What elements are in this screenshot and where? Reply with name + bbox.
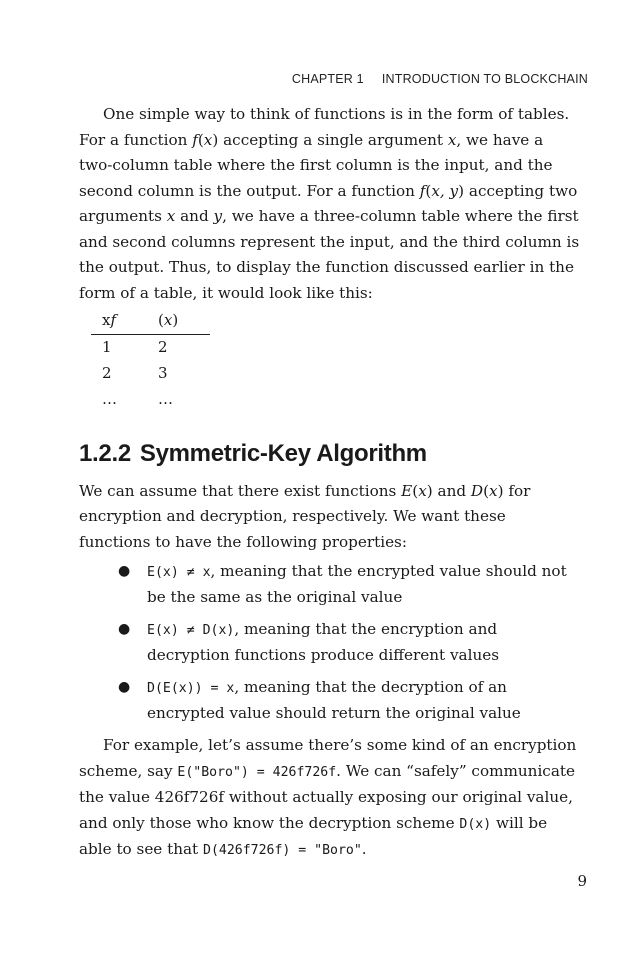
code-expression: E("Boro") = 426f726f (177, 764, 337, 780)
table-cell: … (102, 389, 117, 408)
section-heading (79, 439, 581, 469)
table-header-cell (158, 308, 210, 334)
chapter-title: INTRODUCTION TO BLOCKCHAIN (381, 72, 588, 86)
text-run: ( (483, 481, 490, 500)
list-item (79, 559, 581, 609)
text-run: ) accepting two arguments (79, 181, 578, 225)
table-header-row (91, 308, 210, 334)
paragraph-functions-tables (79, 102, 581, 306)
paragraph-assume-functions (79, 479, 581, 556)
table-cell: 2 (102, 363, 112, 382)
text-run: , we have a three-column table where the first and second columns represent the input, and the third column is the output. Thus, to display the function discussed earlier in the form of a table, it would look like this: (79, 207, 580, 302)
math-var: x (447, 130, 457, 149)
code-expression: E(x) ≠ D(x) (147, 623, 235, 638)
list-item (79, 617, 581, 667)
math-var: D (470, 481, 484, 500)
math-var: y (213, 207, 223, 225)
header-x: x (163, 311, 173, 329)
page-number: 9 (577, 872, 587, 890)
paragraph-example (79, 733, 581, 864)
list-item-text: , meaning that the decryption of an encrypted value should return the original value (147, 678, 521, 722)
table-header-cell (91, 308, 158, 334)
header-paren-open: ( (158, 311, 164, 329)
table-cell: … (158, 389, 173, 408)
list-item-text: , meaning that the encrypted value should not be the same as the original value (147, 562, 567, 606)
math-var: x (489, 481, 498, 500)
text-run: For example, let’s assume there’s some kind of an encryption scheme, say (79, 736, 577, 780)
text-run: ( (425, 181, 432, 200)
table-row (91, 387, 210, 413)
section-number: 1.2.2 (79, 439, 131, 467)
text-run: , we have a two-column table where the first column is the input, and the second column is the output. For a function (79, 130, 553, 200)
text-run: ( (412, 481, 419, 500)
section-title: Symmetric-Key Algorithm (139, 439, 427, 467)
code-expression: D(426f726f) = "Boro" (203, 843, 362, 858)
text-run: and (175, 207, 214, 225)
text-run: One simple way to think of functions is in the form of tables. For a function (79, 105, 570, 149)
bullet-icon: ● (118, 679, 131, 695)
code-expression: D(x) (459, 816, 492, 832)
text-run: . (361, 840, 367, 858)
code-expression: D(E(x)) = x (147, 681, 235, 696)
math-var: x, y (431, 181, 459, 200)
running-header (292, 72, 588, 86)
table-cell: 2 (158, 337, 168, 356)
math-var: x (166, 207, 176, 225)
math-var: x (418, 481, 427, 500)
text-run: ) accepting a single argument (212, 130, 448, 149)
header-paren-close: ) (172, 311, 179, 329)
table-cell: 1 (102, 337, 112, 356)
text-run: We can assume that there exist functions (79, 481, 402, 500)
function-table (91, 308, 210, 413)
table-row (91, 334, 210, 361)
bullet-icon: ● (118, 563, 131, 579)
bullet-icon: ● (118, 621, 131, 637)
code-expression: E(x) ≠ x (147, 565, 211, 580)
chapter-label: CHAPTER 1 (291, 72, 364, 86)
text-run: ) and (426, 481, 471, 500)
text-run: will be able to see that (79, 813, 548, 858)
math-var: f (419, 181, 426, 200)
math-var: E (401, 481, 413, 500)
math-var: x (203, 130, 213, 149)
list-item (79, 675, 581, 725)
text-run: ) for encryption and decryption, respectively. We want these functions to have the following properties: (79, 481, 531, 551)
header-f: f (110, 311, 117, 329)
properties-list (79, 559, 581, 725)
list-item-text: , meaning that the encryption and decryption functions produce different values (147, 620, 500, 664)
table-cell: 3 (158, 363, 168, 382)
header-x: x (102, 311, 111, 329)
text-run: ( (197, 130, 204, 149)
table-row (91, 361, 210, 387)
page-content (79, 102, 581, 864)
text-run: . We can “safely” communicate the value 426f726f without actually exposing our original value, and only those who know the decryption scheme (79, 761, 575, 832)
math-var: f (192, 130, 198, 149)
